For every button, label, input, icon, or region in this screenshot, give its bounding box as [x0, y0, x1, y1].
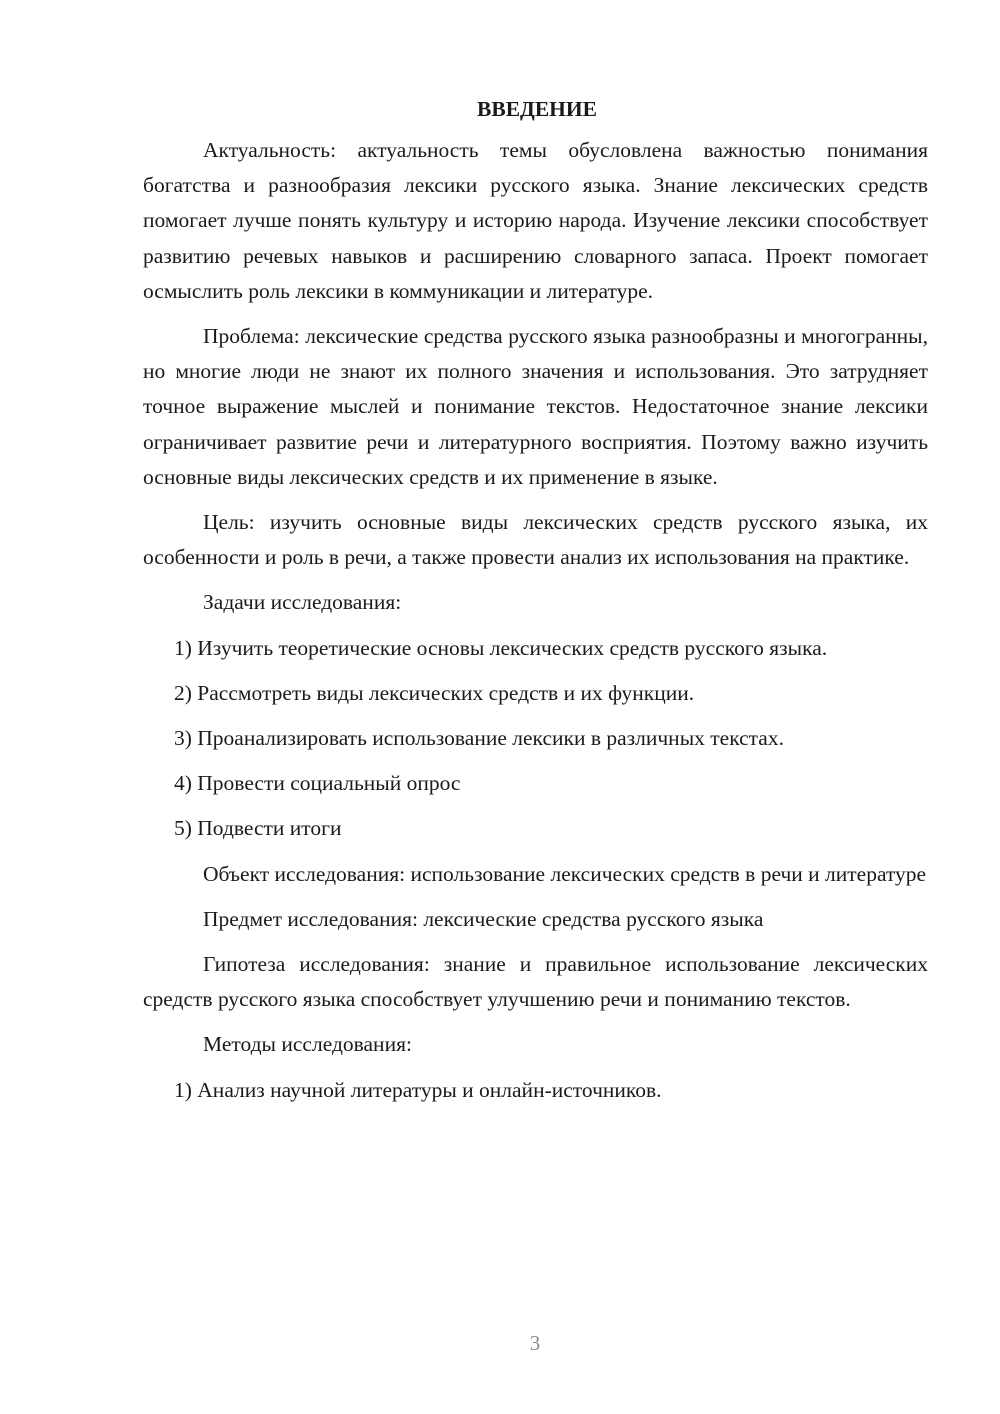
page-number: 3: [529, 1331, 541, 1355]
hypothesis-paragraph: Гипотеза исследования: знание и правильное использование лексических средств русского языка способствует улучшению речи и пониманию текстов.: [143, 952, 928, 1012]
document-title: ВВЕДЕНИЕ: [477, 97, 597, 121]
tasks-label: Задачи исследования:: [203, 590, 402, 615]
subject-paragraph: Предмет исследования: лексические средства русского языка: [203, 906, 764, 931]
object-paragraph: Объект исследования: использование лексических средств в речи и литературе: [203, 861, 927, 886]
goal-paragraph: Цель: изучить основные виды лексических средств русского языка, их особенности и роль в речи, а также провести анализ их использования на практике.: [143, 510, 928, 570]
document-page: [143, 92, 928, 1118]
methods-list: [143, 1073, 928, 1108]
task-item: 3) Проанализировать использование лексики в различных текстах.: [174, 726, 784, 751]
method-item: 1) Анализ научной литературы и онлайн-источников.: [174, 1077, 662, 1102]
task-item: 4) Провести социальный опрос: [174, 771, 461, 796]
methods-label: Методы исследования:: [203, 1032, 412, 1057]
task-item: 2) Рассмотреть виды лексических средств и их функции.: [174, 680, 695, 705]
problem-paragraph: Проблема: лексические средства русского языка разнообразны и многогранны, но многие люди не знают их полного значения и использования. Это затрудняет точное выражение мыслей и понимание текстов. Недостаточное знание лексики ограничивает развитие речи и литературного восприятия. Поэтому важно изучить основные виды лексических средств и их применение в языке.: [143, 324, 928, 489]
tasks-list: [143, 631, 928, 847]
task-item: 1) Изучить теоретические основы лексических средств русского языка.: [174, 635, 828, 660]
relevance-paragraph: Актуальность: актуальность темы обусловлена важностью понимания богатства и разнообразия лексики русского языка. Знание лексических средств помогает лучше понять культуру и историю народа. Изучение лексики способствует развитию речевых навыков и расширению словарного запаса. Проект помогает осмыслить роль лексики в коммуникации и литературе.: [143, 138, 928, 303]
task-item: 5) Подвести итоги: [174, 816, 342, 841]
